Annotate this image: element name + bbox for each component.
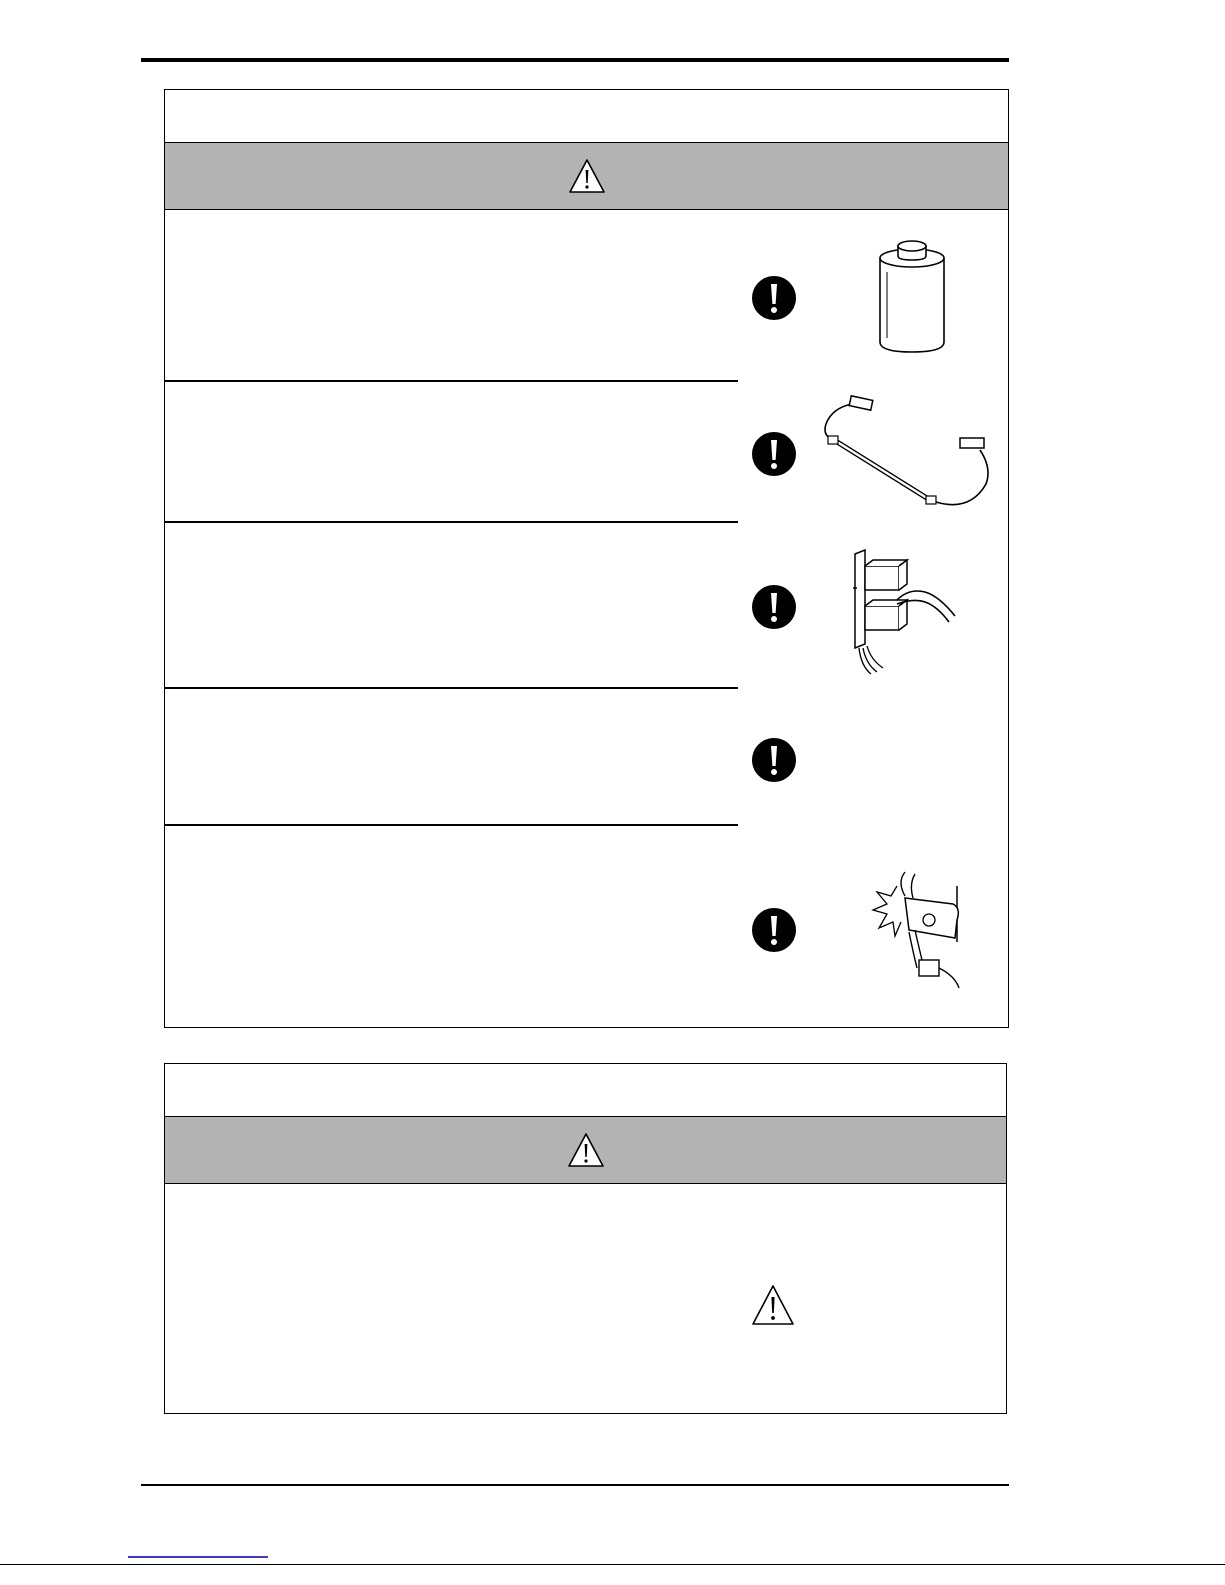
warning-triangle-icon <box>751 1284 795 1326</box>
warning-triangle-icon <box>567 1132 605 1168</box>
row-divider <box>165 521 738 523</box>
pinched-wire-icon <box>869 868 969 994</box>
connector-board-icon <box>849 548 959 678</box>
battery-icon <box>877 238 947 356</box>
exclamation-circle-icon <box>751 584 797 630</box>
row-divider <box>165 687 738 689</box>
lamp-cable-icon <box>820 388 1000 512</box>
warning-triangle-icon <box>568 158 606 194</box>
panel-title-area <box>165 1064 1006 1116</box>
warning-panel-1 <box>164 89 1009 1028</box>
warning-band <box>165 1116 1006 1184</box>
footer-rule <box>141 1484 1009 1486</box>
exclamation-circle-icon <box>751 275 797 321</box>
row-divider <box>165 380 738 382</box>
exclamation-circle-icon <box>751 737 797 783</box>
row-divider <box>165 824 738 826</box>
warning-band <box>165 142 1008 210</box>
panel-title-area <box>165 90 1008 142</box>
exclamation-circle-icon <box>751 907 797 953</box>
top-rule <box>141 58 1009 62</box>
page-bottom-edge <box>0 1564 1225 1565</box>
footer-link-underline[interactable] <box>128 1556 268 1558</box>
warning-panel-2 <box>164 1063 1007 1414</box>
exclamation-circle-icon <box>751 431 797 477</box>
